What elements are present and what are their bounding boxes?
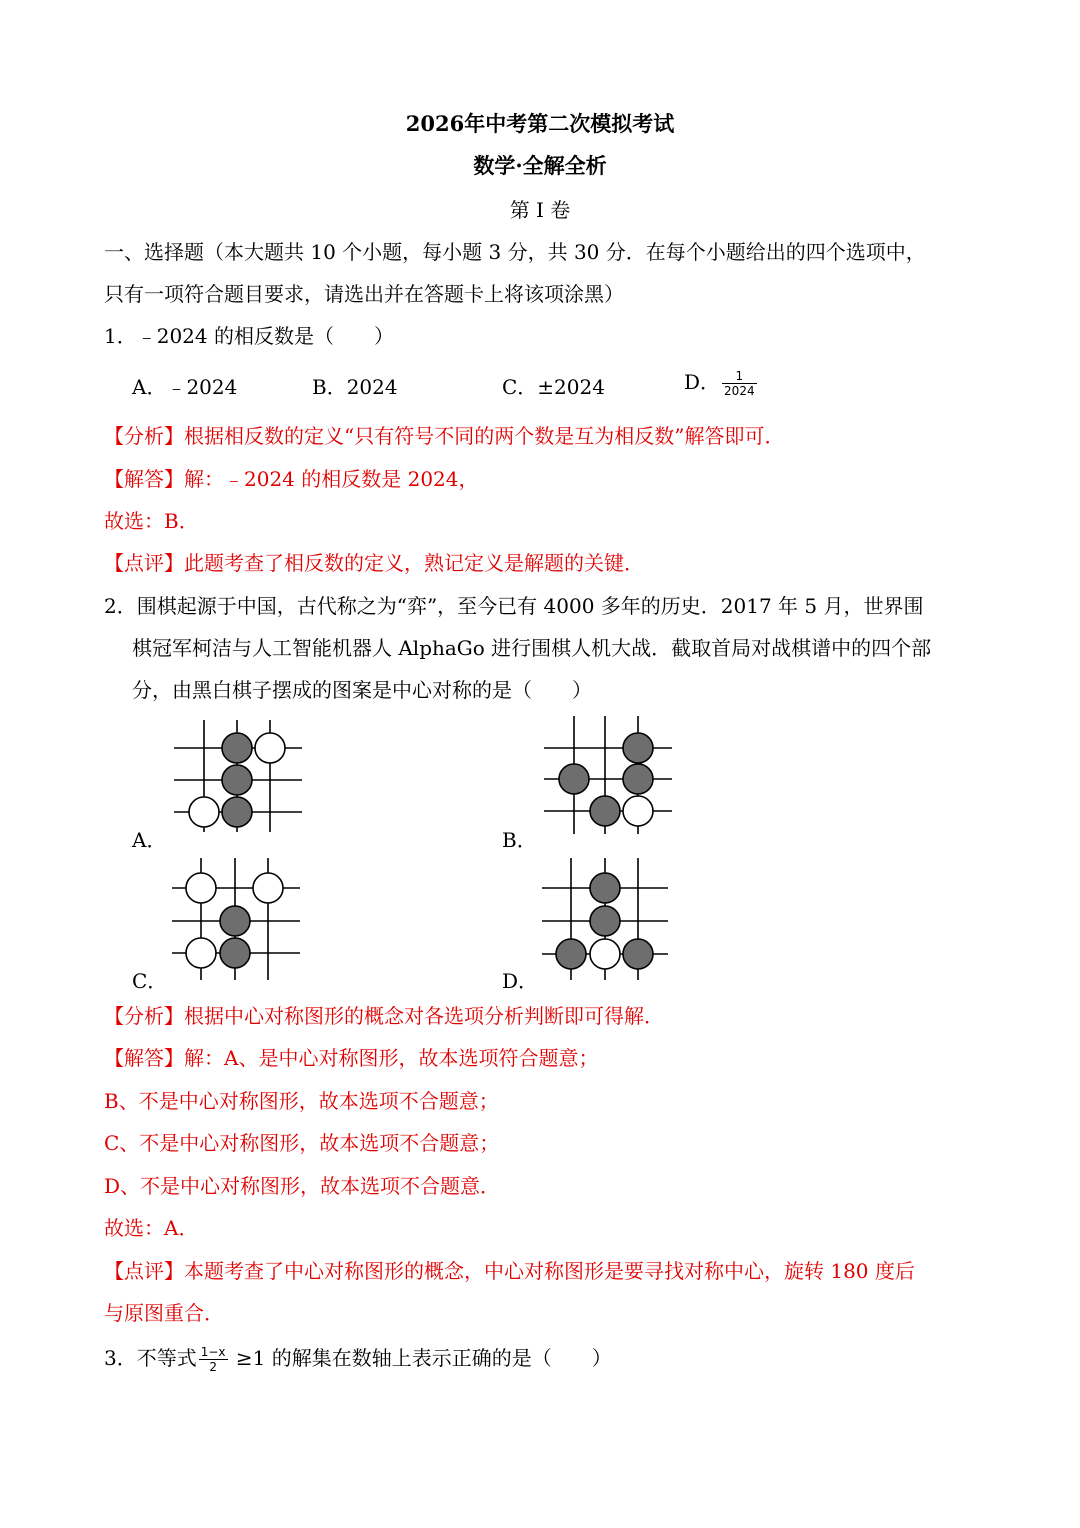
q1-option-a: A．﹣2024 — [132, 375, 238, 399]
section-header-line1: 一、选择题（本大题共 10 个小题，每小题 3 分，共 30 分．在每个小题给出的四个选项中， — [104, 240, 926, 264]
q1-option-d-fraction — [722, 369, 757, 398]
q2-comment — [104, 1257, 915, 1285]
q2-answer-d: D、不是中心对称图形，故本选项不合题意． — [104, 1174, 501, 1198]
q1-answer — [104, 465, 479, 493]
q1-analysis — [104, 422, 784, 450]
black-stone — [220, 906, 250, 936]
black-stone — [220, 938, 250, 968]
q1-stem: 1．﹣2024 的相反数是（ ） — [104, 324, 394, 348]
q3-prefix: 3．不等式 — [104, 1346, 197, 1370]
white-stone — [590, 939, 620, 969]
answer-text: 解：A、是中心对称图形，故本选项符合题意； — [184, 1046, 599, 1070]
black-stone — [590, 906, 620, 936]
white-stone — [186, 873, 216, 903]
q2-label-c: C． — [132, 969, 168, 993]
q2-figure-d — [538, 854, 678, 984]
analysis-tag: 【分析】 — [104, 424, 184, 448]
q1-comment — [104, 549, 644, 577]
comment-text: 此题考查了相反数的定义，熟记定义是解题的关键． — [184, 551, 644, 575]
white-stone — [253, 873, 283, 903]
black-stone — [590, 796, 620, 826]
comment-tag: 【点评】 — [104, 1259, 184, 1283]
q1-option-d — [684, 368, 759, 398]
q3-suffix: ≥1 的解集在数轴上表示正确的是（ ） — [229, 1346, 612, 1370]
black-stone — [222, 797, 252, 827]
q2-figure-c — [168, 854, 308, 984]
q2-label-d: D． — [502, 969, 539, 993]
black-stone — [590, 873, 620, 903]
analysis-text: 根据中心对称图形的概念对各选项分析判断即可得解． — [184, 1004, 664, 1028]
answer-tag: 【解答】 — [104, 1046, 184, 1070]
black-stone — [623, 764, 653, 794]
page-subtitle: 数学·全解全析 — [473, 153, 607, 178]
fraction-numerator: 1 — [722, 369, 757, 384]
q2-answer-c: C、不是中心对称图形，故本选项不合题意； — [104, 1131, 500, 1155]
q2-stem-line1: 2．围棋起源于中国，古代称之为“弈”，至今已有 4000 多年的历史．2017 年 5 月，世界围 — [104, 594, 924, 618]
black-stone — [623, 733, 653, 763]
q1-option-b: B．2024 — [312, 375, 398, 399]
answer-tag: 【解答】 — [104, 467, 184, 491]
q2-figure-a — [168, 712, 308, 838]
q3-fraction — [199, 1345, 228, 1374]
analysis-tag: 【分析】 — [104, 1004, 184, 1028]
page-title: 2026年中考第二次模拟考试 — [405, 111, 675, 136]
q2-stem-line2: 棋冠军柯洁与人工智能机器人 AlphaGo 进行围棋人机大战．截取首局对战棋谱中的四个部 — [132, 636, 932, 660]
q2-figure-b — [538, 710, 678, 840]
q1-choice: 故选：B． — [104, 509, 199, 533]
black-stone — [559, 764, 589, 794]
white-stone — [255, 733, 285, 763]
black-stone — [222, 765, 252, 795]
q2-label-a: A． — [132, 828, 167, 852]
black-stone — [222, 733, 252, 763]
white-stone — [189, 797, 219, 827]
q2-analysis — [104, 1002, 664, 1030]
fraction-denominator: 2 — [209, 1360, 217, 1374]
analysis-text: 根据相反数的定义“只有符号不同的两个数是互为相反数”解答即可． — [184, 424, 785, 448]
white-stone — [623, 796, 653, 826]
q2-comment-line2: 与原图重合． — [104, 1301, 224, 1325]
q2-choice: 故选：A． — [104, 1216, 199, 1240]
fraction-denominator: 2024 — [724, 384, 755, 398]
fraction-numerator: 1−x — [200, 1345, 226, 1359]
black-stone — [623, 939, 653, 969]
white-stone — [186, 938, 216, 968]
q1-option-c: C．±2024 — [502, 375, 605, 399]
section-header-line2: 只有一项符合题目要求，请选出并在答题卡上将该项涂黑） — [104, 282, 624, 306]
q2-stem-line3: 分，由黑白棋子摆成的图案是中心对称的是（ ） — [132, 678, 592, 702]
q2-label-b: B． — [502, 828, 537, 852]
q2-answer — [104, 1044, 598, 1072]
answer-text: 解：﹣2024 的相反数是 2024， — [184, 467, 479, 491]
volume-label: 第 I 卷 — [509, 198, 571, 222]
comment-text: 本题考查了中心对称图形的概念，中心对称图形是要寻找对称中心，旋转 180 度后 — [184, 1259, 915, 1283]
black-stone — [556, 939, 586, 969]
q1-option-d-label: D． — [684, 370, 721, 394]
q3-stem — [104, 1344, 612, 1374]
comment-tag: 【点评】 — [104, 551, 184, 575]
q2-answer-b: B、不是中心对称图形，故本选项不合题意； — [104, 1089, 499, 1113]
